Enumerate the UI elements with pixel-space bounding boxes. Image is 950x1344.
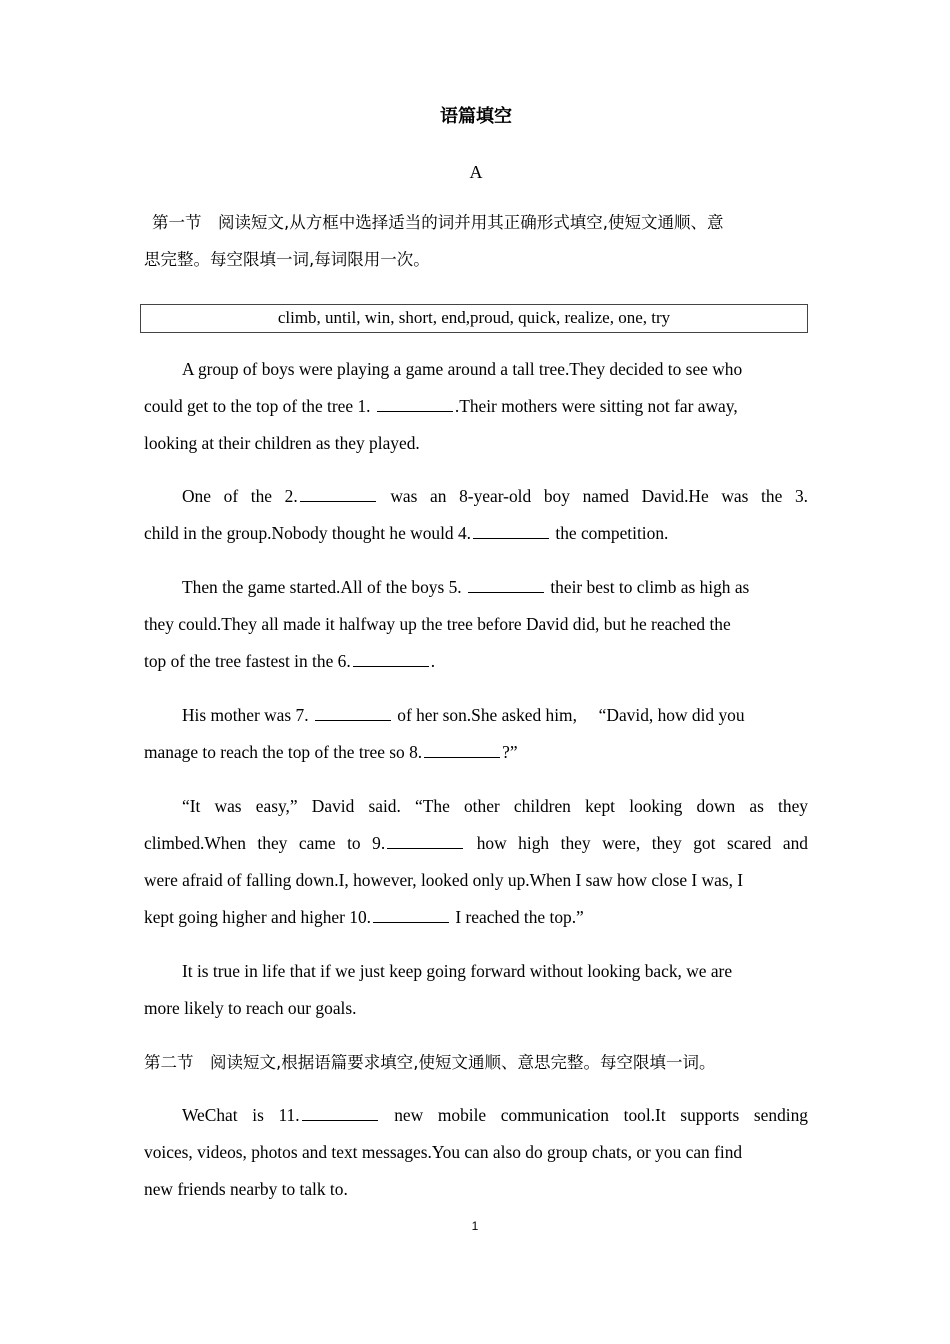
- paragraph-line: voices, videos, photos and text messages.You can also do group chats, or you can find: [144, 1142, 743, 1162]
- text-run: of her son.She asked him, “David, how did you: [392, 705, 745, 725]
- document-title: 语篇填空: [440, 106, 512, 127]
- paragraph-line: [144, 899, 808, 936]
- paragraph-line: It is true in life that if we just keep going forward without looking back, we are: [182, 961, 733, 981]
- paragraph-line: “It was easy,” David said. “The other children kept looking down as they: [182, 796, 808, 816]
- blank-10[interactable]: [373, 904, 449, 923]
- paragraph-line: [144, 515, 808, 552]
- text-run: One of the 2.: [182, 486, 298, 506]
- blank-6[interactable]: [353, 648, 429, 667]
- paragraph-line: [144, 825, 808, 862]
- paragraph-line: [144, 388, 808, 425]
- paragraph-line: more likely to reach our goals.: [144, 998, 357, 1018]
- section-letter: A: [469, 162, 483, 182]
- text-run: Then the game started.All of the boys 5.: [182, 577, 466, 597]
- text-run: WeChat is 11.: [182, 1105, 300, 1125]
- paragraph-line: [144, 1097, 808, 1134]
- blank-1[interactable]: [377, 393, 453, 412]
- paragraph-5: [144, 788, 808, 936]
- blank-11[interactable]: [302, 1102, 378, 1121]
- part2-instruction-line: 第二节 阅读短文,根据语篇要求填空,使短文通顺、意思完整。每空限填一词。: [144, 1053, 716, 1072]
- paragraph-line: were afraid of falling down.I, however, looked only up.When I saw how close I was, I: [144, 870, 744, 890]
- part1-instruction-line2: 思完整。每空限填一词,每词限用一次。: [144, 250, 430, 269]
- paragraph-1: [144, 351, 808, 462]
- text-run: climbed.When they came to 9.: [144, 833, 386, 853]
- blank-5[interactable]: [468, 574, 544, 593]
- part1-instruction-line1: 第一节 阅读短文,从方框中选择适当的词并用其正确形式填空,使短文通顺、意: [152, 213, 724, 232]
- text-run: kept going higher and higher 10.: [144, 907, 371, 927]
- paragraph-6: [144, 953, 808, 1027]
- page-number: 1: [471, 1219, 479, 1233]
- text-run: was an 8-year-old boy named David.He was the 3.: [377, 486, 808, 506]
- blank-9[interactable]: [387, 830, 463, 849]
- paragraph-line: they could.They all made it halfway up the tree before David did, but he reached the: [144, 614, 731, 634]
- part2-instruction: [144, 1044, 808, 1081]
- blank-8[interactable]: [424, 739, 500, 758]
- text-run: could get to the top of the tree 1.: [144, 396, 375, 416]
- paragraph-3: [144, 569, 808, 680]
- word-box: climb, until, win, short, end,proud, quick, realize, one, try: [140, 304, 808, 333]
- text-run: I reached the top.”: [451, 907, 584, 927]
- text-run: .: [430, 651, 436, 671]
- paragraph-line: [144, 569, 808, 606]
- paragraph-4: [144, 697, 808, 771]
- paragraph-2: [144, 478, 808, 552]
- part2-paragraph-1: [144, 1097, 808, 1208]
- text-run: how high they were, they got scared and: [465, 833, 808, 853]
- paragraph-line: [144, 643, 808, 680]
- text-run: manage to reach the top of the tree so 8.: [144, 742, 423, 762]
- text-run: top of the tree fastest in the 6.: [144, 651, 351, 671]
- text-run: the competition.: [551, 523, 669, 543]
- text-run: their best to climb as high as: [545, 577, 750, 597]
- text-run: His mother was 7.: [182, 705, 313, 725]
- paragraph-line: [144, 478, 808, 515]
- part1-instruction: [144, 204, 808, 278]
- text-run: .Their mothers were sitting not far away,: [454, 396, 738, 416]
- paragraph-line: A group of boys were playing a game around a tall tree.They decided to see who: [182, 359, 743, 379]
- paragraph-line: [144, 734, 808, 771]
- paragraph-line: [144, 697, 808, 734]
- blank-7[interactable]: [315, 702, 391, 721]
- paragraph-line: looking at their children as they played.: [144, 433, 420, 453]
- text-run: ?”: [502, 742, 518, 762]
- text-run: new mobile communication tool.It supports sending: [379, 1105, 808, 1125]
- blank-4[interactable]: [473, 520, 549, 539]
- blank-2[interactable]: [300, 483, 376, 502]
- paragraph-line: new friends nearby to talk to.: [144, 1179, 348, 1199]
- text-run: child in the group.Nobody thought he would 4.: [144, 523, 472, 543]
